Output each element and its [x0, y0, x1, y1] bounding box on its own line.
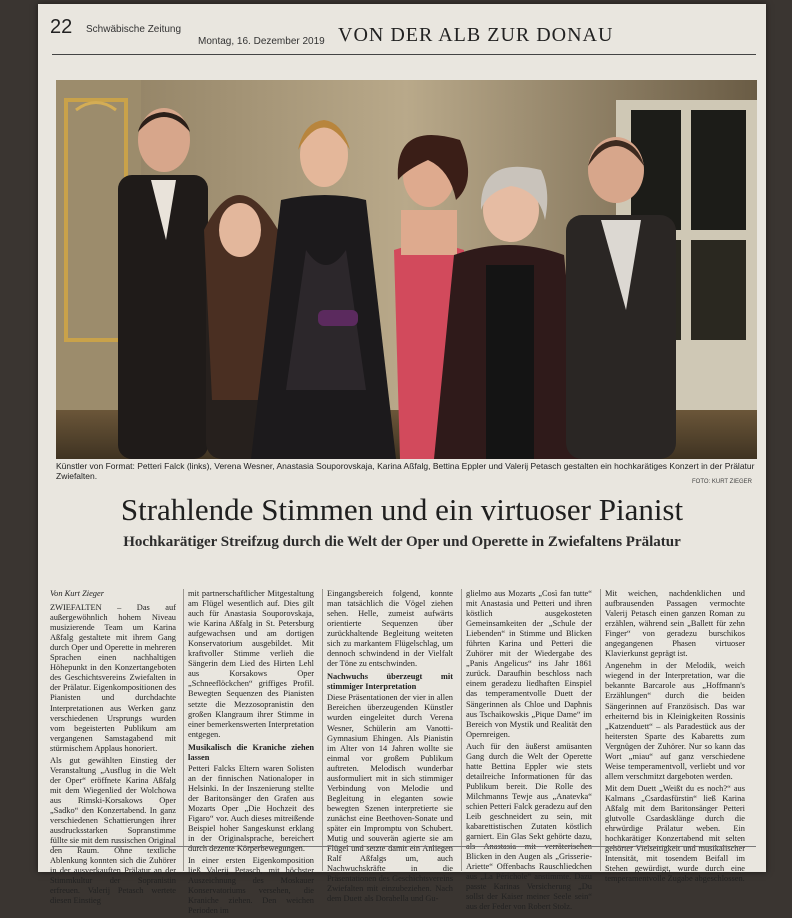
bottom-rule: [52, 846, 756, 847]
column-divider: [461, 589, 462, 871]
col2-subheading: Musikalisch die Kraniche ziehen lassen: [188, 742, 314, 762]
col2-paragraph-2: Petteri Falcks Eltern waren Solisten an der finnischen Nationaloper in Helsinki. In der Inszenierung stellte der Baritonsänger den Grafen aus Mozarts Oper „Die Hochzeit des Figaro“ vor. Auch dieses mitreißende Beispiel hoher Sangeskunst erklang in der Originalsprache, bereichert durch dezente Körperbewegungen.: [188, 763, 314, 854]
column-1: [50, 589, 176, 908]
col5-paragraph-1: Mit weichen, nachdenklichen und aufbrausenden Passagen vermochte Valerij Petasch einen ganzen Roman zu erzählen, während sein „Ballett für zehn Finger“ von geradezu burschikos angegangenen Phasen virtuoser Klavierkunst geprägt ist.: [605, 589, 745, 659]
col3-paragraph-1: Eingangsbereich folgend, konnte man tatsächlich die Vögel ziehen sehen. Helle, zumeist aufwärts orientierte Sequenzen über zurückhaltende Begleitung weiteten sich zu markantem Flügelschlag, um dennoch schwindend in der Vielfalt der Töne zu entschwinden.: [327, 589, 453, 669]
column-divider: [183, 589, 184, 871]
col2-paragraph-1: mit partnerschaftlicher Mitgestaltung am Flügel wesentlich auf. Dies gilt auch für Anastasia Souporovskaja, wie Karina Aßfalg in St. Petersburg aufgewachsen und am dortigen Konservatorium ausgebildet. Mit kraftvoller Stimme verlieh die Sängerin dem Lied des Hirten Lehl aus Korsakows Oper „Schneeflöckchen“ griffiges Profil. Bewegten Sequenzen des Pianisten setzte die Mezzosopranistin den großen Klangraum ihrer Stimme in einer bemerkenswerten Interpretation entgegen.: [188, 589, 314, 739]
article-subheadline: Hochkarätiger Streifzug durch die Welt der Oper und Operette in Zwiefaltens Prälatur: [123, 534, 681, 550]
column-divider: [600, 589, 601, 871]
group-photo: [56, 80, 757, 459]
page-number: 22: [50, 16, 73, 38]
photo-credit: FOTO: KURT ZIEGER: [691, 479, 752, 485]
header-rule: [52, 54, 756, 55]
newspaper-page: [38, 4, 766, 916]
page-header: [38, 4, 766, 52]
col5-paragraph-2: Angenehm in der Melodik, weich wiegend in der Interpretation, war die bekannte Barcarole aus „Hoffmann's Erzählungen“ durch die beiden Sängerinnen auf Französisch. Das war erheiternd bis in Kleinigkeiten Rossinis „Katzenduett“ – als Paradestück aus der heitersten Sparte des Kabaretts zum Vergnügen der Zuhörer. Nur so kann das Wort „miau“ auf ganz verschiedene Weise temperamentvoll, verliebt und vor allem verschmitzt dargeboten werden.: [605, 661, 745, 781]
column-3: [327, 589, 453, 906]
col1-paragraph-2: Als gut gewählten Einstieg der Veranstaltung „Ausflug in die Welt der Oper“ eröffnete Karina Aßfalg mit dem Wiegenlied der Wolchowa aus Rimski-Korsakows Oper „Sadko“ den Konzertabend. In ganz verschiedenen Schattierungen ihrer ausdrucksstarken Sopranstimme füllte sie mit dem russischen Original den Raum. Ohne textliche Ablenkung konnten sich die Zuhörer in der ausverkauften Prälatur an der Stimmkultur der Sopranistin erfreuen. Valerij Petasch wertete diesen Einstieg: [50, 755, 176, 906]
photo-caption: Künstler von Format: Petteri Falck (links), Verena Wesner, Anastasia Souporovskaja, Karina Aßfalg, Bettina Eppler und Valerij Petasch gestalten ein hochkarätiges Konzert in der Prälatur Zwiefalten.: [56, 461, 755, 481]
col3-subheading: Nachwuchs überzeugt mit stimmiger Interpretation: [327, 672, 453, 692]
column-divider: [322, 589, 323, 871]
byline: Von Kurt Zieger: [50, 589, 104, 598]
col3-paragraph-2: Diese Präsentationen der vier in allen Bereichen überzeugenden Künstler wurden eingeleitet durch Verena Wesner, Schülerin am Vanotti-Gymnasium Ehingen. Als Pianistin im Alter von 14 Jahren wollte sie einmal vor großem Publikum auftreten. Melodisch wunderbar ausformuliert mit in sich stimmiger Verbindung von Melodie und Begleitung in eleganten sowie bewegten Szenen interpretierte sie zunächst eine Beethoven-Sonate und später ein Impromptu von Schubert. Mutig und souverän agierte sie am Flügel und setzte damit ein Anliegen Ralf Aßfalgs um, auch Nachwuchskräfte in die Präsentationen des Geschichtsvereins Zwiefalten mit einzubeziehen. Nach dem Duett als Dorabella und Gu-: [327, 693, 453, 904]
column-5: [605, 589, 745, 886]
column-2: [188, 589, 314, 918]
photo-illustration: [56, 80, 757, 459]
col4-paragraph-1: glielmo aus Mozarts „Così fan tutte“ mit Anastasia und Petteri und ihren köstlich ausgekosteten Gemeinsamkeiten der „Schule der Liebenden“ in Stimme und Blicken führten Karina und Petteri die Zuhörer mit der Wiedergabe des „Panis Angelicus“ ins Jahr 1861 zurück. Daraufhin beschloss nach einem geradezu liedhaften Einspiel das temperamentvolle Duett der Sängerinnen als Chloe und Daphnis aus Tschaikowskis „Pique Dame“ im Bereich von Mystik und Realität den Opernreigen.: [466, 589, 592, 739]
col4-paragraph-2: Auch für den äußerst amüsanten Gang durch die Welt der Operette hatte Bettina Eppler wie stets detailreiche Informationen für das Publikum bereit. Die Rolle des Milchmanns Tewje aus „Anatevka“ schien Petteri Falck geradezu auf den Leib geschneidert zu sein, mit kabarettistischen Zutaten köstlich garniert. Ein Glas Sekt gehörte dazu, als Anastasia mit verräterischen Blicken in den Augen als „Grisserie-Ariette“ Offenbachs Rauschliedchen aus „La Périchole“ anstimmte. Dazu passte Karinas Versicherung „Du sollst der Kaiser meiner Seele sein“ aus der Feder von Robert Stolz.: [466, 741, 592, 912]
issue-date: Montag, 16. Dezember 2019: [198, 36, 325, 47]
newspaper-name: Schwäbische Zeitung: [86, 24, 182, 35]
col2-paragraph-3: In einer ersten Eigenkomposition ließ Valerij Petasch, mit höchster Auszeichnung des Moskauer Konservatoriums versehen, die Kraniche ziehen. Den weichen Perioden im: [188, 856, 314, 916]
section-title: VON DER ALB ZUR DONAU: [338, 24, 614, 46]
article-headline: Strahlende Stimmen und ein virtuoser Pianist: [120, 492, 684, 527]
col5-paragraph-3: Mit dem Duett „Weißt du es noch?“ aus Kalmans „Csardasfürstin“ ließ Karina Aßfalg mit dem Baritonsänger Petteri glutvolle Csardasklänge durch die ehrwürdige Prälatur weben. Ein hochkarätiger Konzertabend mit selten gehörter Vielseitigkeit und musikalischer Intensität, mit tosendem Beifall im Stehen gewürdigt, wurde durch eine temperamentvolle Zugabe abgeschlossen.: [605, 783, 745, 884]
column-4: [466, 589, 592, 915]
col1-paragraph-1: ZWIEFALTEN – Das auf außergewöhnlich hohem Niveau musizierende Team um Karina Aßfalg gestaltete mit ihrem Gang durch Oper und Operette in mehreren Sprachen einen nachhaltigen Höhepunkt in den Konzertangeboten des Geschichtsvereins Zwiefalten in der Prälatur. Eigenkompositionen des Pianisten und durchdachte Interpretationen aus Werken ganz verschiedenen Ursprungs wurden vom begeisterten Publikum am vergangenen Samstagabend mit stürmischem Applaus honoriert.: [50, 603, 176, 753]
